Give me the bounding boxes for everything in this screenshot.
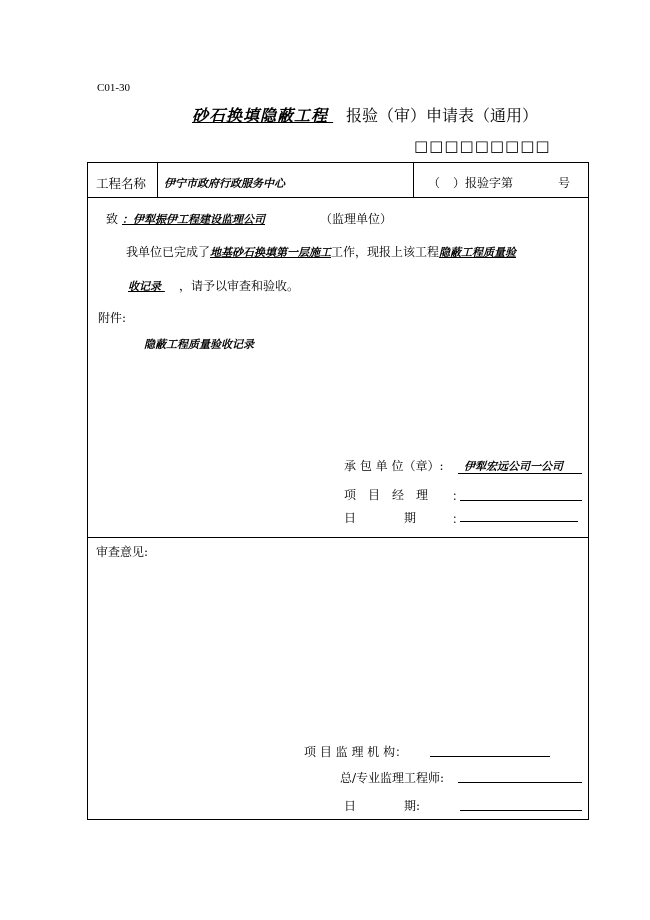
title-suffix: 报验（审）申请表（通用） (346, 106, 539, 125)
review-label: 审查意见: (96, 545, 149, 559)
contractor-unit-value[interactable]: 伊犁宏远公司一公司 (464, 460, 563, 473)
line2-suffix: ，请予以审查和验收。 (179, 279, 300, 293)
divider (88, 537, 588, 538)
divider (88, 197, 588, 198)
code-boxes: □□□□□□□□□ (414, 137, 551, 155)
review-date-line[interactable] (460, 810, 582, 811)
line1-mid: 工作，现报上该工程 (331, 245, 440, 259)
line1-prefix: 我单位已完成了 (126, 245, 211, 259)
form-title (192, 103, 538, 126)
project-name-value[interactable]: 伊宁市政府行政服务中心 (164, 177, 285, 190)
line1-fill2[interactable]: 隐蔽工程质量验 (439, 246, 517, 259)
report-no-label: ）报验字第 (453, 176, 514, 190)
manager-signature-line[interactable] (460, 500, 582, 501)
divider (157, 163, 158, 197)
review-date-label: 日 期: (344, 799, 421, 813)
contractor-date-colon: ： (452, 512, 465, 526)
divider (413, 163, 414, 197)
line2-fill[interactable]: 收记录 (128, 280, 161, 293)
attachment-label: 附件: (98, 311, 127, 325)
line1-fill[interactable]: 地基砂石换填第一层施工 (210, 246, 332, 259)
engineer-signature-line[interactable] (458, 782, 582, 783)
report-no-suffix: 号 (558, 176, 571, 190)
notice-line2 (128, 277, 299, 294)
to-supervisor-value[interactable]: ：伊犁振伊工程建设监理公司 (122, 213, 265, 226)
contractor-date-label: 日 期 (344, 511, 417, 525)
title-fill: 砂石换填隐蔽工程 (192, 106, 329, 125)
attachment-value[interactable]: 隐蔽工程质量验收记录 (144, 338, 254, 351)
notice-line1 (126, 243, 516, 260)
manager-label: 项 目 经 理 (344, 488, 429, 502)
contractor-date-line[interactable] (460, 521, 578, 522)
form-frame (87, 162, 589, 820)
to-suffix: （监理单位） (320, 212, 393, 226)
project-name-label: 工程名称 (96, 176, 147, 191)
form-code: C01-30 (97, 82, 130, 94)
engineer-label: 总/专业监理工程师: (340, 771, 445, 785)
contractor-unit-line (458, 473, 582, 474)
to-prefix: 致 (106, 212, 119, 226)
supervisor-org-label: 项 目 监 理 机 构： (304, 745, 408, 759)
manager-colon: ： (452, 489, 465, 503)
report-no-open: （ (428, 176, 441, 190)
supervisor-org-line[interactable] (430, 756, 550, 757)
contractor-unit-label: 承 包 单 位（章）: (344, 459, 444, 473)
